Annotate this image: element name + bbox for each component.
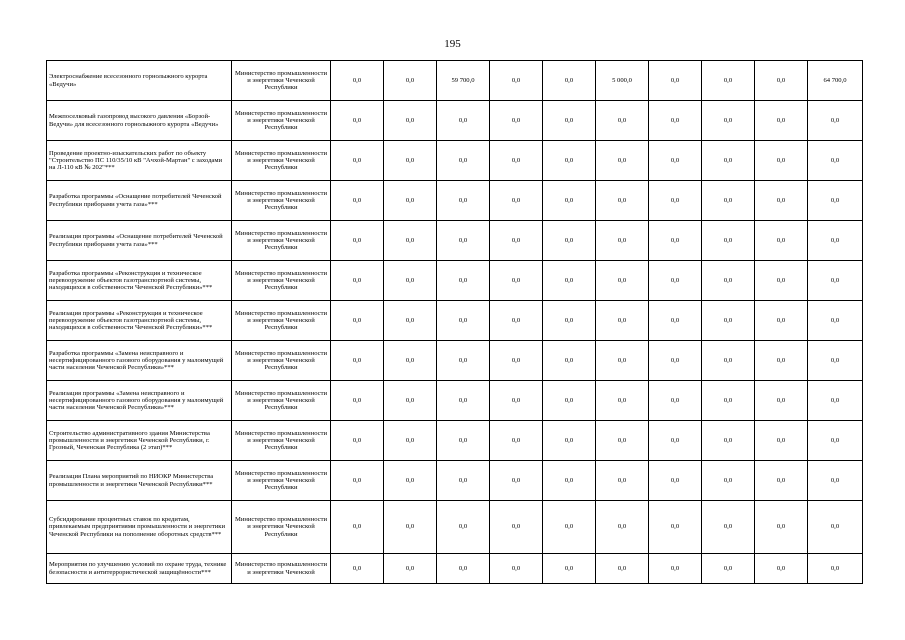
year-value-cell: 0,0 [543, 61, 596, 101]
year-value-cell: 0,0 [649, 554, 702, 584]
executor-cell: Министерство промышленности и энергетики Чеченской Республики [232, 181, 331, 221]
year-value-cell: 0,0 [755, 341, 808, 381]
year-value-cell: 0,0 [384, 261, 437, 301]
table-row [47, 421, 863, 461]
year-value-cell: 0,0 [702, 554, 755, 584]
year-value-cell: 0,0 [543, 381, 596, 421]
year-value-cell: 0,0 [384, 421, 437, 461]
measure-name-cell: Мероприятия по улучшению условий по охране труда, технике безопасности и антитеррористической защищённости*** [47, 554, 232, 584]
year-value-cell: 0,0 [596, 301, 649, 341]
year-value-cell: 0,0 [490, 101, 543, 141]
year-value-cell: 0,0 [755, 261, 808, 301]
year-value-cell: 0,0 [331, 141, 384, 181]
year-value-cell: 0,0 [384, 181, 437, 221]
year-value-cell: 0,0 [649, 101, 702, 141]
total-cell: 0,0 [808, 381, 863, 421]
year-value-cell: 0,0 [649, 221, 702, 261]
total-cell: 0,0 [808, 301, 863, 341]
total-cell: 0,0 [808, 501, 863, 554]
year-value-cell: 0,0 [331, 221, 384, 261]
executor-cell: Министерство промышленности и энергетики Чеченской Республики [232, 421, 331, 461]
executor-cell: Министерство промышленности и энергетики Чеченской Республики [232, 501, 331, 554]
year-value-cell: 0,0 [543, 141, 596, 181]
table-row [47, 301, 863, 341]
year-value-cell: 0,0 [490, 141, 543, 181]
year-value-cell: 0,0 [331, 381, 384, 421]
year-value-cell: 0,0 [755, 501, 808, 554]
year-value-cell: 0,0 [702, 221, 755, 261]
year-value-cell: 0,0 [649, 61, 702, 101]
table-row [47, 221, 863, 261]
total-cell: 0,0 [808, 221, 863, 261]
year-value-cell: 0,0 [437, 381, 490, 421]
executor-cell: Министерство промышленности и энергетики Чеченской Республики [232, 461, 331, 501]
year-value-cell: 0,0 [649, 461, 702, 501]
year-value-cell: 0,0 [543, 421, 596, 461]
year-value-cell: 0,0 [384, 141, 437, 181]
year-value-cell: 0,0 [596, 181, 649, 221]
table-body [47, 61, 863, 584]
year-value-cell: 0,0 [490, 221, 543, 261]
measure-name-cell: Реализация программы «Оснащение потребителей Чеченской Республики приборами учета газа»*** [47, 221, 232, 261]
year-value-cell: 0,0 [755, 461, 808, 501]
measure-name-cell: Проведение проектно-изыскательских работ по объекту "Строительство ПС 110/35/10 кВ "Ачхой-Мартан" с заходами на Л-110 кВ № 202"*** [47, 141, 232, 181]
year-value-cell: 0,0 [543, 301, 596, 341]
table-row [47, 141, 863, 181]
year-value-cell: 0,0 [490, 301, 543, 341]
table-row [47, 101, 863, 141]
measure-name-cell: Электроснабжение всесезонного горнолыжного курорта «Ведучи» [47, 61, 232, 101]
year-value-cell: 0,0 [755, 141, 808, 181]
year-value-cell: 0,0 [437, 554, 490, 584]
year-value-cell: 0,0 [437, 421, 490, 461]
executor-cell: Министерство промышленности и энергетики Чеченской Республики [232, 341, 331, 381]
table-row [47, 461, 863, 501]
table-row [47, 61, 863, 101]
executor-cell: Министерство промышленности и энергетики Чеченской Республики [232, 221, 331, 261]
page-number: 195 [444, 38, 461, 50]
executor-cell: Министерство промышленности и энергетики Чеченской Республики [232, 301, 331, 341]
year-value-cell: 0,0 [543, 261, 596, 301]
year-value-cell: 0,0 [543, 221, 596, 261]
total-cell: 0,0 [808, 101, 863, 141]
year-value-cell: 0,0 [649, 381, 702, 421]
year-value-cell: 0,0 [543, 461, 596, 501]
year-value-cell: 0,0 [437, 341, 490, 381]
year-value-cell: 0,0 [490, 61, 543, 101]
year-value-cell: 0,0 [702, 301, 755, 341]
year-value-cell: 0,0 [755, 221, 808, 261]
table-row [47, 341, 863, 381]
year-value-cell: 0,0 [596, 421, 649, 461]
year-value-cell: 0,0 [384, 501, 437, 554]
year-value-cell: 0,0 [649, 421, 702, 461]
year-value-cell: 0,0 [543, 554, 596, 584]
year-value-cell: 0,0 [384, 554, 437, 584]
year-value-cell: 0,0 [649, 341, 702, 381]
year-value-cell: 0,0 [437, 101, 490, 141]
year-value-cell: 0,0 [755, 61, 808, 101]
year-value-cell: 0,0 [437, 141, 490, 181]
year-value-cell: 0,0 [490, 461, 543, 501]
year-value-cell: 5 000,0 [596, 61, 649, 101]
year-value-cell: 0,0 [596, 341, 649, 381]
year-value-cell: 0,0 [490, 341, 543, 381]
total-cell: 0,0 [808, 421, 863, 461]
year-value-cell: 59 700,0 [437, 61, 490, 101]
year-value-cell: 0,0 [384, 381, 437, 421]
year-value-cell: 0,0 [437, 261, 490, 301]
year-value-cell: 0,0 [543, 181, 596, 221]
executor-cell: Министерство промышленности и энергетики Чеченской Республики [232, 141, 331, 181]
year-value-cell: 0,0 [702, 261, 755, 301]
year-value-cell: 0,0 [437, 221, 490, 261]
year-value-cell: 0,0 [384, 461, 437, 501]
total-cell: 64 700,0 [808, 61, 863, 101]
year-value-cell: 0,0 [384, 221, 437, 261]
year-value-cell: 0,0 [543, 501, 596, 554]
year-value-cell: 0,0 [702, 381, 755, 421]
executor-cell: Министерство промышленности и энергетики Чеченской Республики [232, 61, 331, 101]
measure-name-cell: Строительство административного здания Министерства промышленности и энергетики Чеченской Республики, г. Грозный, Чеченская Республика (2 этап)*** [47, 421, 232, 461]
year-value-cell: 0,0 [755, 421, 808, 461]
year-value-cell: 0,0 [596, 101, 649, 141]
year-value-cell: 0,0 [331, 501, 384, 554]
year-value-cell: 0,0 [596, 501, 649, 554]
measure-name-cell: Разработка программы «Оснащение потребителей Чеченской Республики приборами учета газа»*** [47, 181, 232, 221]
year-value-cell: 0,0 [755, 101, 808, 141]
executor-cell: Министерство промышленности и энергетики Чеченской [232, 554, 331, 584]
table-row [47, 381, 863, 421]
year-value-cell: 0,0 [437, 181, 490, 221]
year-value-cell: 0,0 [331, 421, 384, 461]
year-value-cell: 0,0 [702, 501, 755, 554]
year-value-cell: 0,0 [384, 61, 437, 101]
year-value-cell: 0,0 [331, 554, 384, 584]
year-value-cell: 0,0 [649, 301, 702, 341]
measure-name-cell: Реализация программы «Реконструкция и техническое перевооружение объектов газотранспортной системы, находящихся в собственности Чеченской Республики»*** [47, 301, 232, 341]
year-value-cell: 0,0 [702, 141, 755, 181]
year-value-cell: 0,0 [331, 341, 384, 381]
year-value-cell: 0,0 [331, 61, 384, 101]
year-value-cell: 0,0 [490, 554, 543, 584]
year-value-cell: 0,0 [702, 421, 755, 461]
year-value-cell: 0,0 [702, 101, 755, 141]
year-value-cell: 0,0 [755, 301, 808, 341]
year-value-cell: 0,0 [596, 381, 649, 421]
total-cell: 0,0 [808, 341, 863, 381]
measure-name-cell: Реализация программы «Замена неисправного и несертифицированного газового оборудования у малоимущей части населения Чеченской Республики»*** [47, 381, 232, 421]
year-value-cell: 0,0 [702, 341, 755, 381]
year-value-cell: 0,0 [490, 381, 543, 421]
year-value-cell: 0,0 [649, 501, 702, 554]
year-value-cell: 0,0 [596, 141, 649, 181]
total-cell: 0,0 [808, 261, 863, 301]
year-value-cell: 0,0 [437, 301, 490, 341]
year-value-cell: 0,0 [596, 554, 649, 584]
table-row [47, 181, 863, 221]
year-value-cell: 0,0 [490, 421, 543, 461]
year-value-cell: 0,0 [596, 461, 649, 501]
year-value-cell: 0,0 [543, 101, 596, 141]
measure-name-cell: Субсидирование процентных ставок по кредитам, привлекаемым предприятиями промышленности и энергетики Чеченской Республики на пополнение оборотных средств*** [47, 501, 232, 554]
year-value-cell: 0,0 [755, 381, 808, 421]
year-value-cell: 0,0 [649, 261, 702, 301]
total-cell: 0,0 [808, 461, 863, 501]
year-value-cell: 0,0 [755, 554, 808, 584]
year-value-cell: 0,0 [649, 141, 702, 181]
year-value-cell: 0,0 [331, 101, 384, 141]
table-row [47, 261, 863, 301]
year-value-cell: 0,0 [702, 61, 755, 101]
year-value-cell: 0,0 [384, 101, 437, 141]
year-value-cell: 0,0 [384, 301, 437, 341]
table-row [47, 501, 863, 554]
executor-cell: Министерство промышленности и энергетики Чеченской Республики [232, 261, 331, 301]
year-value-cell: 0,0 [596, 221, 649, 261]
table-row [47, 554, 863, 584]
year-value-cell: 0,0 [437, 461, 490, 501]
year-value-cell: 0,0 [331, 181, 384, 221]
measure-name-cell: Разработка программы «Замена неисправного и несертифицированного газового оборудования у малоимущей части населения Чеченской Республики»*** [47, 341, 232, 381]
year-value-cell: 0,0 [331, 301, 384, 341]
measure-name-cell: Межпоселковый газопровод высокого давления «Борзой-Ведучи» для всесезонного горнолыжного курорта «Ведучи» [47, 101, 232, 141]
executor-cell: Министерство промышленности и энергетики Чеченской Республики [232, 381, 331, 421]
measure-name-cell: Разработка программы «Реконструкция и техническое перевооружение объектов газотранспортной системы, находящихся в собственности Чеченской Республики»*** [47, 261, 232, 301]
total-cell: 0,0 [808, 554, 863, 584]
budget-table [46, 60, 863, 584]
measure-name-cell: Реализация Плана мероприятий по НИОКР Министерства промышленности и энергетики Чеченской Республики*** [47, 461, 232, 501]
year-value-cell: 0,0 [384, 341, 437, 381]
total-cell: 0,0 [808, 181, 863, 221]
year-value-cell: 0,0 [490, 501, 543, 554]
total-cell: 0,0 [808, 141, 863, 181]
year-value-cell: 0,0 [490, 181, 543, 221]
executor-cell: Министерство промышленности и энергетики Чеченской Республики [232, 101, 331, 141]
year-value-cell: 0,0 [437, 501, 490, 554]
year-value-cell: 0,0 [649, 181, 702, 221]
year-value-cell: 0,0 [702, 181, 755, 221]
year-value-cell: 0,0 [490, 261, 543, 301]
year-value-cell: 0,0 [702, 461, 755, 501]
year-value-cell: 0,0 [331, 261, 384, 301]
year-value-cell: 0,0 [543, 341, 596, 381]
year-value-cell: 0,0 [596, 261, 649, 301]
year-value-cell: 0,0 [331, 461, 384, 501]
year-value-cell: 0,0 [755, 181, 808, 221]
